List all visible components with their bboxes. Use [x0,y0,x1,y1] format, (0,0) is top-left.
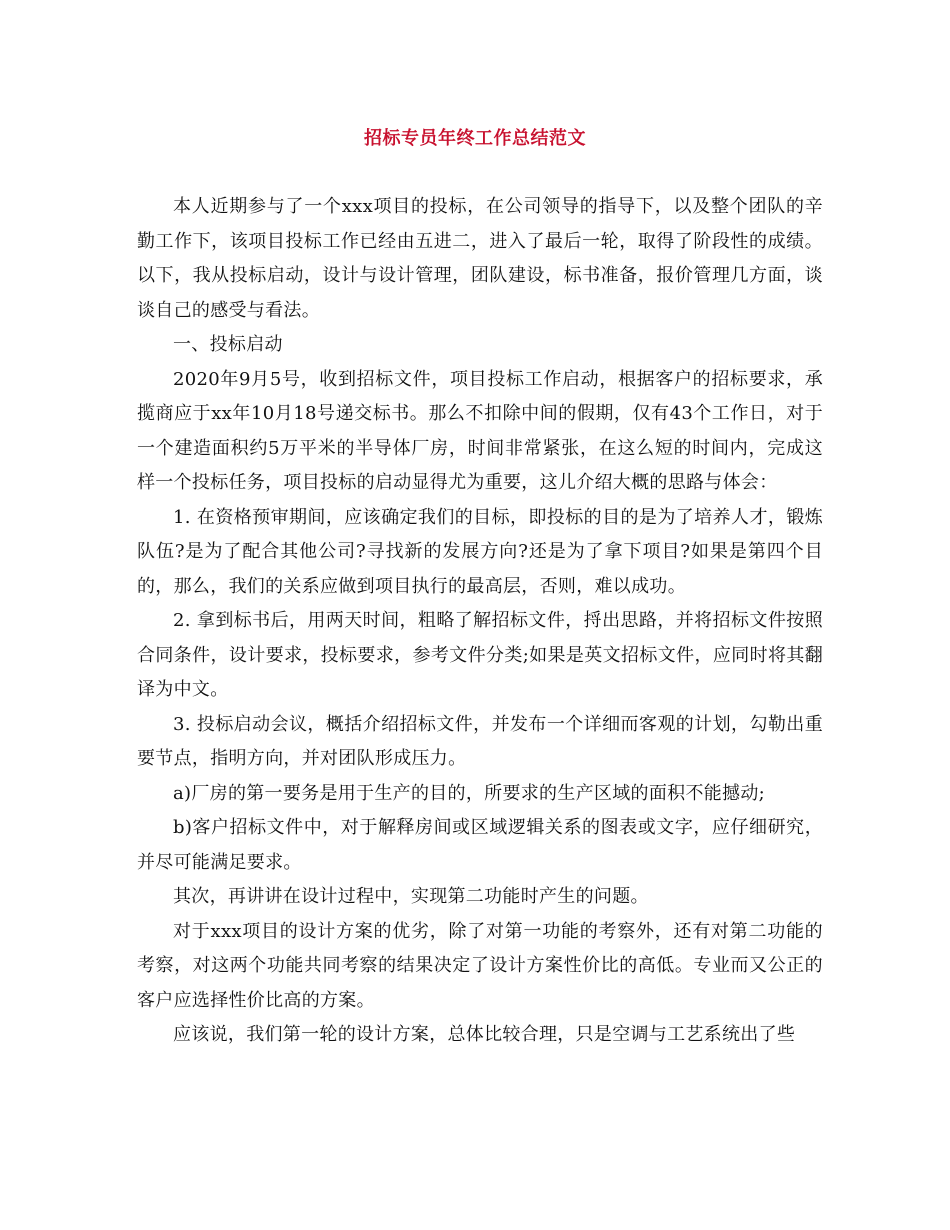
document-body [137,190,823,1053]
list-item-3: 3. 投标启动会议，概括介绍招标文件，并发布一个详细而客观的计划，勾勒出重要节点，指明方向，并对团队形成压力。 [137,713,823,769]
paragraph-first-round: 应该说，我们第一轮的设计方案，总体比较合理，只是空调与工艺系统出了些 [173,1024,796,1045]
paragraph-intro: 本人近期参与了一个xxx项目的投标，在公司领导的指导下，以及整个团队的辛勤工作下，该项目投标工作已经由五进二，进入了最后一轮，取得了阶段性的成绩。以下，我从投标启动，设计与设计管理，团队建设，标书准备，报价管理几方面，谈谈自己的感受与看法。 [137,196,823,321]
sub-item-b: b)客户招标文件中，对于解释房间或区域逻辑关系的图表或文字，应仔细研究，并尽可能满足要求。 [137,817,823,873]
paragraph-bid-start: 2020年9月5号，收到招标文件，项目投标工作启动，根据客户的招标要求，承揽商应于xx年10月18号递交标书。那么不扣除中间的假期，仅有43个工作日，对于一个建造面积约5万平米的半导体厂房，时间非常紧张，在这么短的时间内，完成这样一个投标任务，项目投标的启动显得尤为重要，这儿介绍大概的思路与体会： [137,368,823,493]
list-item-2: 2. 拿到标书后，用两天时间，粗略了解招标文件，捋出思路，并将招标文件按照合同条件，设计要求，投标要求，参考文件分类;如果是英文招标文件，应同时将其翻译为中文。 [137,610,823,700]
document-title: 招标专员年终工作总结范文 [364,128,586,149]
paragraph-second-function: 其次，再讲讲在设计过程中，实现第二功能时产生的问题。 [173,886,649,907]
paragraph-design-evaluation: 对于xxx项目的设计方案的优劣，除了对第一功能的考察外，还有对第二功能的考察，对这两个功能共同考察的结果决定了设计方案性价比的高低。专业而又公正的客户应选择性价比高的方案。 [137,920,823,1011]
list-item-1: 1. 在资格预审期间，应该确定我们的目标，即投标的目的是为了培养人才，锻炼队伍?是为了配合其他公司?寻找新的发展方向?还是为了拿下项目?如果是第四个目的，那么，我们的关系应做到项目执行的最高层，否则，难以成功。 [137,506,823,597]
section-heading-bid-start: 一、投标启动 [173,334,283,355]
sub-item-a: a)厂房的第一要务是用于生产的目的，所要求的生产区域的面积不能撼动; [173,782,766,804]
